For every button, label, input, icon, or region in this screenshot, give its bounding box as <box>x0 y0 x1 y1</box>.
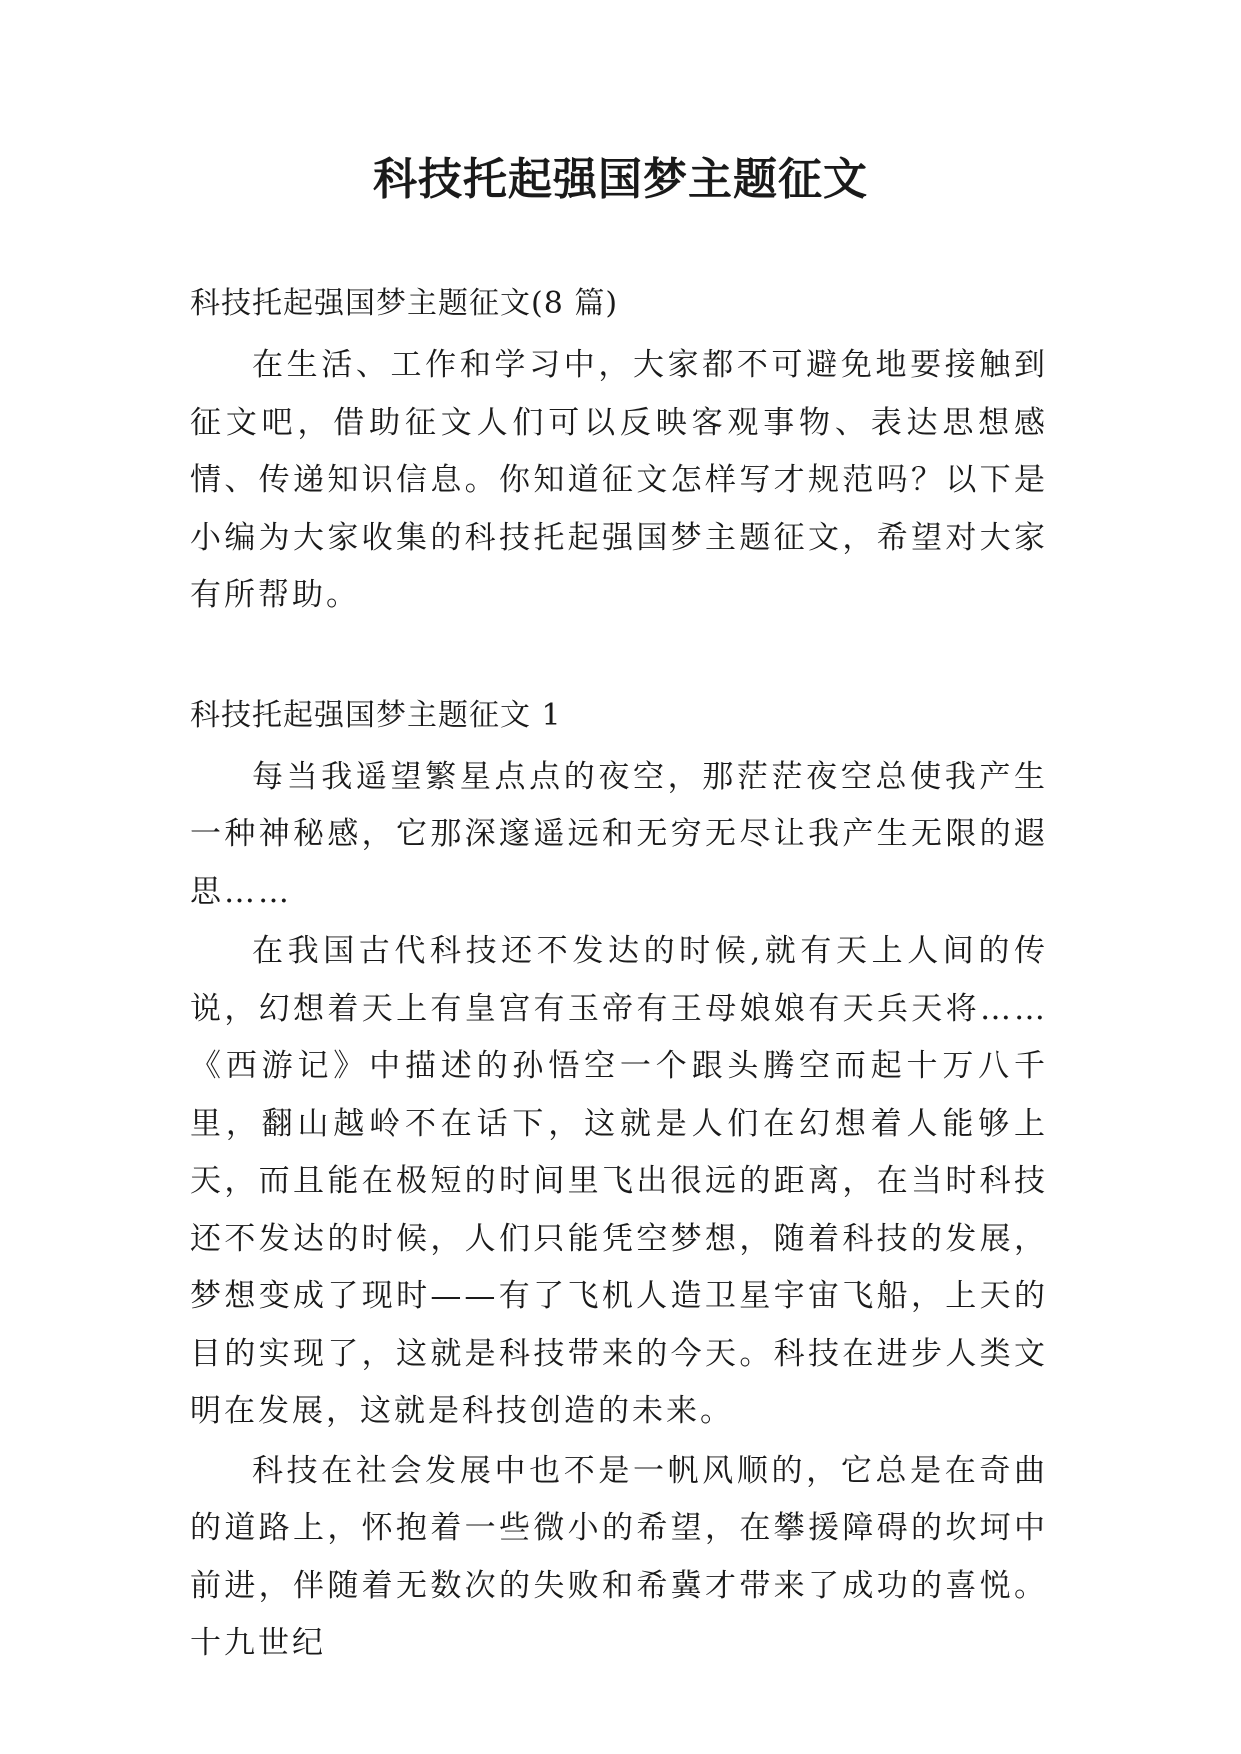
section-paragraph: 每当我遥望繁星点点的夜空，那茫茫夜空总使我产生一种神秘感，它那深邃遥远和无穷无尽让我产生无限的遐思…… <box>190 758 1048 910</box>
document-body <box>190 283 1048 1673</box>
section-heading: 科技托起强国梦主题征文 1 <box>190 697 562 733</box>
section-paragraph: 在我国古代科技还不发达的时候,就有天上人间的传说，幻想着天上有皇宫有玉帝有王母娘娘有天兵天将……《西游记》中描述的孙悟空一个跟头腾空而起十万八千里，翻山越岭不在话下，这就是人们在幻想着人能够上天，而且能在极短的时间里飞出很远的距离，在当时科技还不发达的时候，人们只能凭空梦想，随着科技的发展，梦想变成了现时——有了飞机人造卫星宇宙飞船，上天的目的实现了，这就是科技带来的今天。科技在进步人类文明在发展，这就是科技创造的未来。 <box>190 933 1048 1429</box>
document-subtitle: 科技托起强国梦主题征文(8 篇) <box>190 286 619 321</box>
section-paragraph: 科技在社会发展中也不是一帆风顺的，它总是在奇曲的道路上，怀抱着一些微小的希望，在攀援障碍的坎坷中前进，伴随着无数次的失败和希冀才带来了成功的喜悦。十九世纪 <box>190 1452 1048 1661</box>
document-title: 科技托起强国梦主题征文 <box>373 154 868 205</box>
intro-paragraph: 在生活、工作和学习中，大家都不可避免地要接触到征文吧，借助征文人们可以反映客观事物、表达思想感情、传递知识信息。你知道征文怎样写才规范吗？以下是小编为大家收集的科技托起强国梦主题征文，希望对大家有所帮助。 <box>190 347 1048 613</box>
